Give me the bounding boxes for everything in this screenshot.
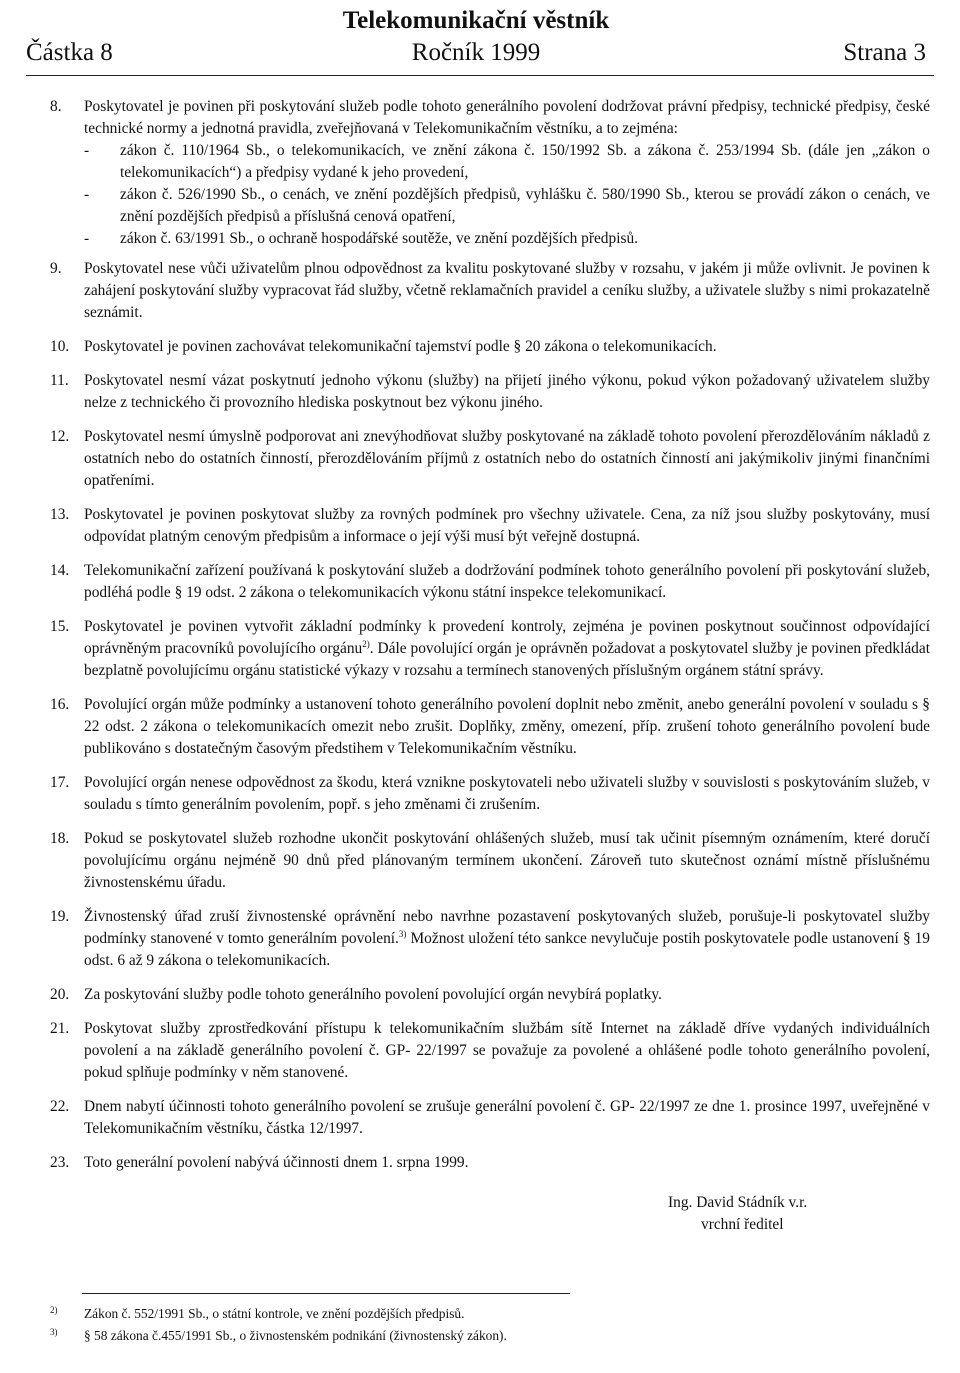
provision-number: 19. (50, 908, 70, 925)
provision-item-23 (50, 1152, 930, 1174)
provision-number: 8. (50, 98, 62, 115)
provision-item-10 (50, 336, 930, 358)
provision-item-9 (50, 258, 930, 324)
footnote (50, 1303, 507, 1325)
provision-item-22 (50, 1096, 930, 1140)
footnotes (50, 1303, 507, 1347)
provision-item-21 (50, 1018, 930, 1084)
signatory-role: vrchní ředitel (701, 1216, 784, 1233)
provision-text: Toto generální povolení nabývá účinnosti dnem 1. srpna 1999. (84, 1154, 469, 1171)
footnote-text: Zákon č. 552/1991 Sb., o státní kontrole, ve znění pozdějších předpisů. (84, 1306, 465, 1321)
provision-number: 20. (50, 986, 70, 1003)
provision-number: 17. (50, 774, 70, 791)
provision-text: Poskytovatel nesmí vázat poskytnutí jednoho výkonu (služby) na přijetí jiného výkonu, pokud výkon požadovaný uživatelem služby nelze z technického či provozního hlediska poskytnout bez výkonu jiného. (84, 372, 930, 411)
provision-text: Povolující orgán nenese odpovědnost za škodu, která vznikne poskytovateli nebo uživateli služby v souvislosti s poskytováním služeb, v souladu s tímto generálním povolením, popř. s jeho změnami či zrušením. (84, 774, 930, 813)
law-list-item (84, 184, 930, 228)
provision-text: Poskytovatel nese vůči uživatelům plnou odpovědnost za kvalitu poskytované služby v rozsahu, v jakém ji může ovlivnit. Je povinen k zahájení poskytování služby vypracovat řád služby, včetně reklamačních pravidel a ceníku služby, a uživatele služby s nimi prokazatelně seznámit. (84, 260, 930, 321)
provision-text-part: . Dále povolující orgán je oprávněn požadovat a poskytovatel služby je povinen předkládat bezplatně povolujícímu orgánu statistické výkazy v rozsahu a termínech stanovených příslušným orgánem státní správy. (84, 640, 930, 679)
provision-item-17 (50, 772, 930, 816)
provision-number: 13. (50, 506, 70, 523)
provision-text: Poskytovatel je povinen zachovávat telekomunikační tajemství podle § 20 zákona o telekomunikacích. (84, 338, 717, 355)
footnote-mark: 3) (50, 1327, 58, 1337)
provision-text-part: Možnost uložení této sankce nevylučuje postih poskytovatele podle ustanovení § 19 odst. 6 až 9 zákona o telekomunikacích. (84, 930, 930, 969)
provision-text: Poskytovatel nesmí úmyslně podporovat ani znevýhodňovat služby poskytované na základě tohoto povolení přerozdělováním nákladů z ostatních nebo do ostatních činností, přerozdělováním příjmů z ostatních nebo do ostatních činností ani jakýmikoliv jinými finančními opatřeními. (84, 428, 930, 489)
footnote-ref: 3) (398, 928, 407, 939)
provision-text: Pokud se poskytovatel služeb rozhodne ukončit poskytování ohlášených služeb, musí tak učinit písemným oznámením, které doručí povolujícímu orgánu nejméně 90 dnů před plánovaným termínem ukončení. Zároveň tuto skutečnost oznámí místně příslušnému živnostenskému úřadu. (84, 830, 930, 891)
law-text: zákon č. 63/1991 Sb., o ochraně hospodářské soutěže, ve znění pozdějších předpisů. (120, 230, 639, 247)
footnote-mark: 2) (50, 1305, 58, 1315)
law-list-item (84, 228, 930, 250)
footnote-ref: 2) (362, 638, 370, 649)
provision-number: 15. (50, 618, 70, 635)
volume-year: Ročník 1999 (411, 39, 541, 66)
provision-number: 9. (50, 260, 62, 277)
list-dash: - (84, 230, 90, 247)
provision-item-8 (50, 96, 930, 250)
provision-number: 10. (50, 338, 70, 355)
issue-part: Částka 8 (26, 39, 113, 66)
provision-text-part: Poskytovatel je povinen vytvořit základní podmínky k provedení kontroly, zejména je povinen poskytnout součinnost odpovídající oprávněným pracovníků povolujícího orgánu (84, 618, 930, 657)
header-row (26, 36, 926, 70)
provision-text: Poskytovatel je povinen poskytovat služby za rovných podmínek pro všechny uživatele. Cena, za níž jsou služby poskytovány, musí odpovídat platným cenovým předpisům a informace o její výši musí být veřejně dostupná. (84, 506, 930, 545)
provision-item-14 (50, 560, 930, 604)
law-list-item (84, 140, 930, 184)
page-number: Strana 3 (843, 39, 926, 66)
provision-number: 16. (50, 696, 70, 713)
provision-text (84, 906, 930, 972)
provision-text: Dnem nabytí účinnosti tohoto generálního povolení se zrušuje generální povolení č. GP- 22/1997 ze dne 1. prosince 1997, uveřejněné v Telekomunikačním věstníku, částka 12/1997. (84, 1098, 930, 1137)
footnote-text: § 58 zákona č.455/1991 Sb., o živnostenském podnikání (živnostenský zákon). (84, 1328, 507, 1343)
provision-item-12 (50, 426, 930, 492)
provision-item-16 (50, 694, 930, 760)
footnote (50, 1325, 507, 1347)
provision-number: 23. (50, 1154, 70, 1171)
provision-item-20 (50, 984, 930, 1006)
journal-title: Telekomunikační věstník (342, 7, 610, 34)
provision-item-13 (50, 504, 930, 548)
provision-number: 14. (50, 562, 70, 579)
provision-text: Za poskytování služby podle tohoto generálního povolení povolující orgán nevybírá poplatky. (84, 986, 662, 1003)
law-list (84, 140, 930, 250)
provision-number: 12. (50, 428, 70, 445)
signature-block (668, 1192, 807, 1236)
list-dash: - (84, 142, 90, 159)
list-dash: - (84, 186, 90, 203)
provision-text: Povolující orgán může podmínky a ustanovení tohoto generálního povolení doplnit nebo změnit, anebo generální povolení v souladu s § 22 odst. 2 zákona o telekomunikacích omezit nebo zrušit. Doplňky, změny, omezení, příp. zrušení tohoto generálního povolení bude publikováno s dostatečným časovým předstihem v Telekomunikačním věstníku. (84, 696, 930, 757)
footnote-divider (82, 1293, 570, 1294)
provision-number: 18. (50, 830, 70, 847)
signatory-name: Ing. David Stádník v.r. (668, 1194, 808, 1211)
provision-item-11 (50, 370, 930, 414)
provision-number: 21. (50, 1020, 70, 1037)
provision-item-15 (50, 616, 930, 682)
provision-text (84, 616, 930, 682)
provision-item-19 (50, 906, 930, 972)
law-text: zákon č. 110/1964 Sb., o telekomunikacích, ve znění zákona č. 150/1992 Sb. a zákona č. 253/1994 Sb. (dále jen „zákon o telekomunikacích“) a předpisy vydané k jeho provedení, (120, 142, 930, 181)
header-divider (26, 75, 934, 76)
provision-text-part: Živnostenský úřad zruší živnostenské oprávnění nebo navrhne pozastavení poskytovaných služeb, porušuje-li poskytovatel služby podmínky stanovené v tomto generálním povolení. (84, 908, 930, 947)
provision-text: Poskytovatel je povinen při poskytování služeb podle tohoto generálního povolení dodržovat právní předpisy, technické předpisy, české technické normy a jednotná pravidla, zveřejňovaná v Telekomunikačním věstníku, a to zejména: (84, 98, 930, 137)
provision-number: 11. (50, 372, 69, 389)
law-text: zákon č. 526/1990 Sb., o cenách, ve znění pozdějších předpisů, vyhlášku č. 580/1990 Sb., kterou se provádí zákon o cenách, ve znění pozdějších předpisů a příslušná cenová opatření, (120, 186, 930, 225)
page-header (26, 6, 926, 70)
provisions-list (50, 96, 930, 1186)
provision-number: 22. (50, 1098, 70, 1115)
provision-text: Poskytovat služby zprostředkování přístupu k telekomunikačním službám sítě Internet na základě dříve vydaných individuálních povolení a na základě generálního povolení č. GP- 22/1997 se považuje za povolené a ohlášené podle tohoto generálního povolení, pokud splňuje podmínky v něm stanovené. (84, 1020, 930, 1081)
provision-item-18 (50, 828, 930, 894)
provision-text: Telekomunikační zařízení používaná k poskytování služeb a dodržování podmínek tohoto generálního povolení při poskytování služeb, podléhá podle § 19 odst. 2 zákona o telekomunikacích výkonu státní inspekce telekomunikací. (84, 562, 930, 601)
